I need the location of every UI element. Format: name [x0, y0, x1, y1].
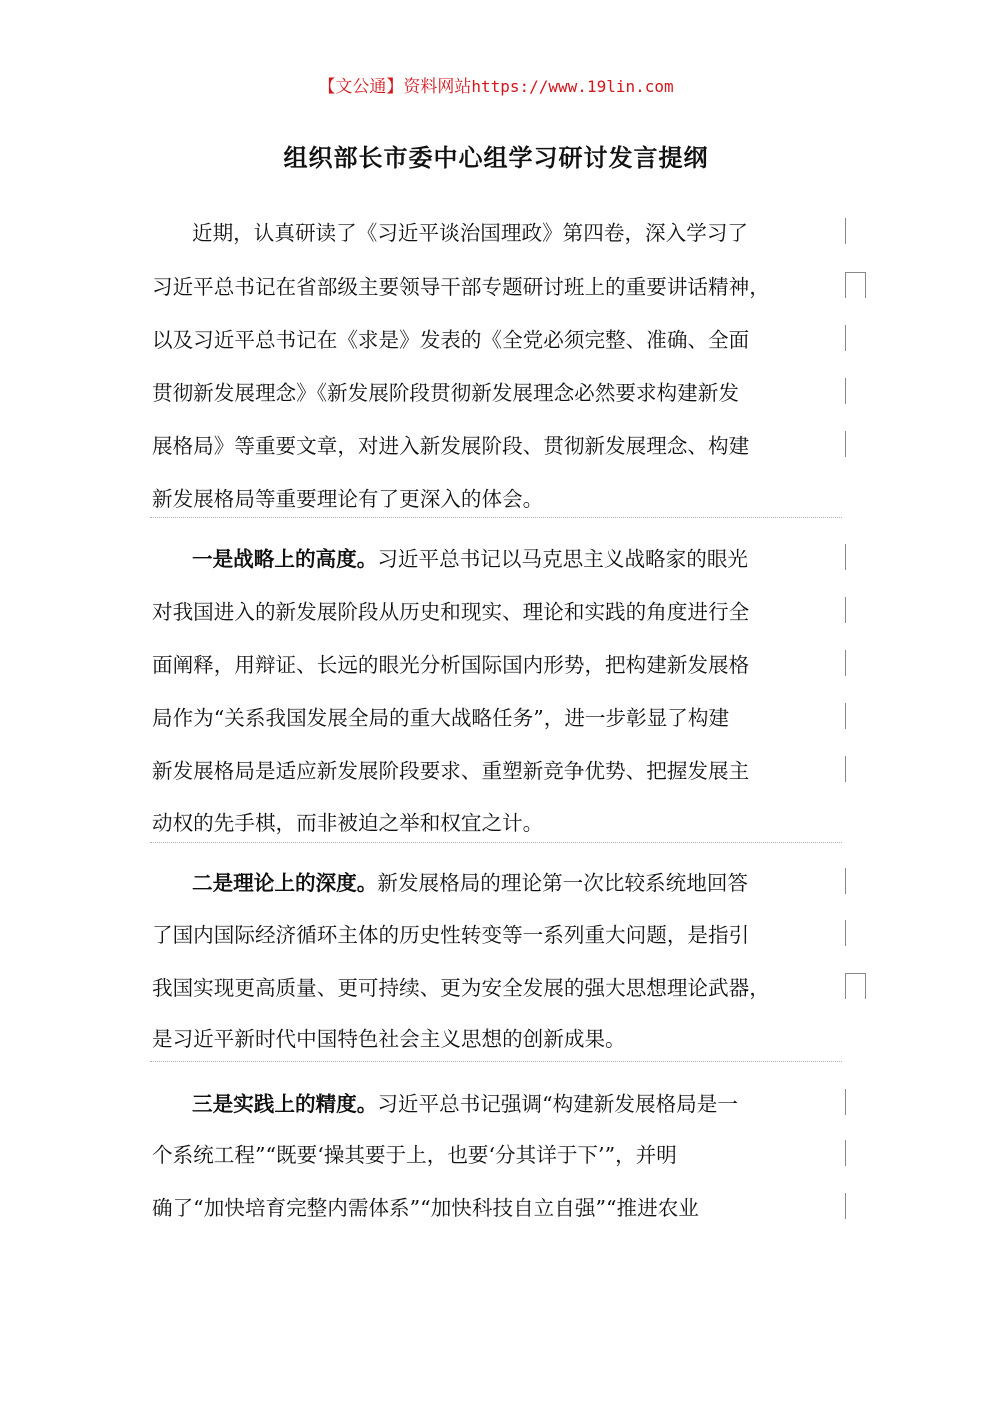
paragraph-separator [150, 842, 842, 843]
p3-line-1-text: 新发展格局的理论第一次比较系统地回答 [377, 871, 749, 895]
p4-heading: 三是实践上的精度。 [192, 1092, 378, 1116]
p3-heading: 二是理论上的深度。 [192, 871, 378, 895]
p1-line-6: 新发展格局等重要理论有了更深入的体会。 [152, 487, 544, 511]
p4-line-3: 确了“加快培育完整内需体系”“加快科技自立自强”“推进农业 [152, 1196, 699, 1220]
p2-line-4: 局作为“关系我国发展全局的重大战略任务”，进一步彰显了构建 [152, 706, 730, 730]
p2-line-2: 对我国进入的新发展阶段从历史和现实、理论和实践的角度进行全 [152, 600, 750, 624]
p1-line-5: 展格局》等重要文章，对进入新发展阶段、贯彻新发展理念、构建 [152, 434, 750, 458]
p3-line-3: 我国实现更高质量、更可持续、更为安全发展的强大思想理论武器， [152, 976, 770, 1000]
margin-mark [845, 544, 846, 570]
document-title: 组织部长市委中心组学习研讨发言提纲 [283, 144, 709, 172]
site-label: 资料网站 [403, 77, 472, 97]
margin-mark [845, 868, 846, 894]
p2-line-5: 新发展格局是适应新发展阶段要求、重塑新竞争优势、把握发展主 [152, 759, 750, 783]
source-header [0, 76, 992, 98]
margin-mark [845, 703, 846, 729]
margin-mark [845, 1140, 846, 1166]
p1-line-1: 近期，认真研读了《习近平谈治国理政》第四卷，深入学习了 [192, 221, 749, 245]
p4-line-2: 个系统工程”“既要‘操其要于上，也要‘分其详于下’”，并明 [152, 1143, 677, 1167]
p2-line-3: 面阐释，用辩证、长远的眼光分析国际国内形势，把构建新发展格 [152, 653, 750, 677]
p2-line-1-text: 习近平总书记以马克思主义战略家的眼光 [377, 547, 749, 571]
margin-mark [845, 597, 846, 623]
p4-line-1 [192, 1089, 840, 1119]
margin-mark [845, 920, 846, 946]
p3-line-2: 了国内国际经济循环主体的历史性转变等一系列重大问题，是指引 [152, 923, 750, 947]
p3-line-4: 是习近平新时代中国特色社会主义思想的创新成果。 [152, 1027, 626, 1051]
p2-line-6: 动权的先手棋，而非被迫之举和权宜之计。 [152, 811, 544, 835]
p3-line-1 [192, 868, 840, 898]
paragraph-separator [150, 517, 842, 518]
margin-mark [845, 431, 846, 457]
p1-line-4: 贯彻新发展理念》《新发展阶段贯彻新发展理念必然要求构建新发 [152, 381, 739, 405]
margin-mark [845, 218, 846, 244]
site-url-link[interactable]: https://www.19lin.com [471, 77, 674, 96]
margin-mark [845, 272, 846, 298]
margin-mark [845, 325, 846, 351]
margin-mark [845, 650, 846, 676]
brand-label: 【文公通】 [318, 77, 404, 97]
p4-line-1-text: 习近平总书记强调“构建新发展格局是一 [377, 1092, 738, 1116]
margin-mark [845, 378, 846, 404]
p2-line-1 [192, 544, 840, 574]
p1-line-2: 习近平总书记在省部级主要领导干部专题研讨班上的重要讲话精神， [152, 275, 770, 299]
margin-mark [845, 1089, 846, 1115]
margin-mark [845, 756, 846, 782]
p1-line-3: 以及习近平总书记在《求是》发表的《全党必须完整、准确、全面 [152, 328, 750, 352]
margin-mark [845, 1193, 846, 1219]
margin-mark [845, 973, 846, 999]
paragraph-separator [150, 1061, 842, 1062]
p2-heading: 一是战略上的高度。 [192, 547, 378, 571]
